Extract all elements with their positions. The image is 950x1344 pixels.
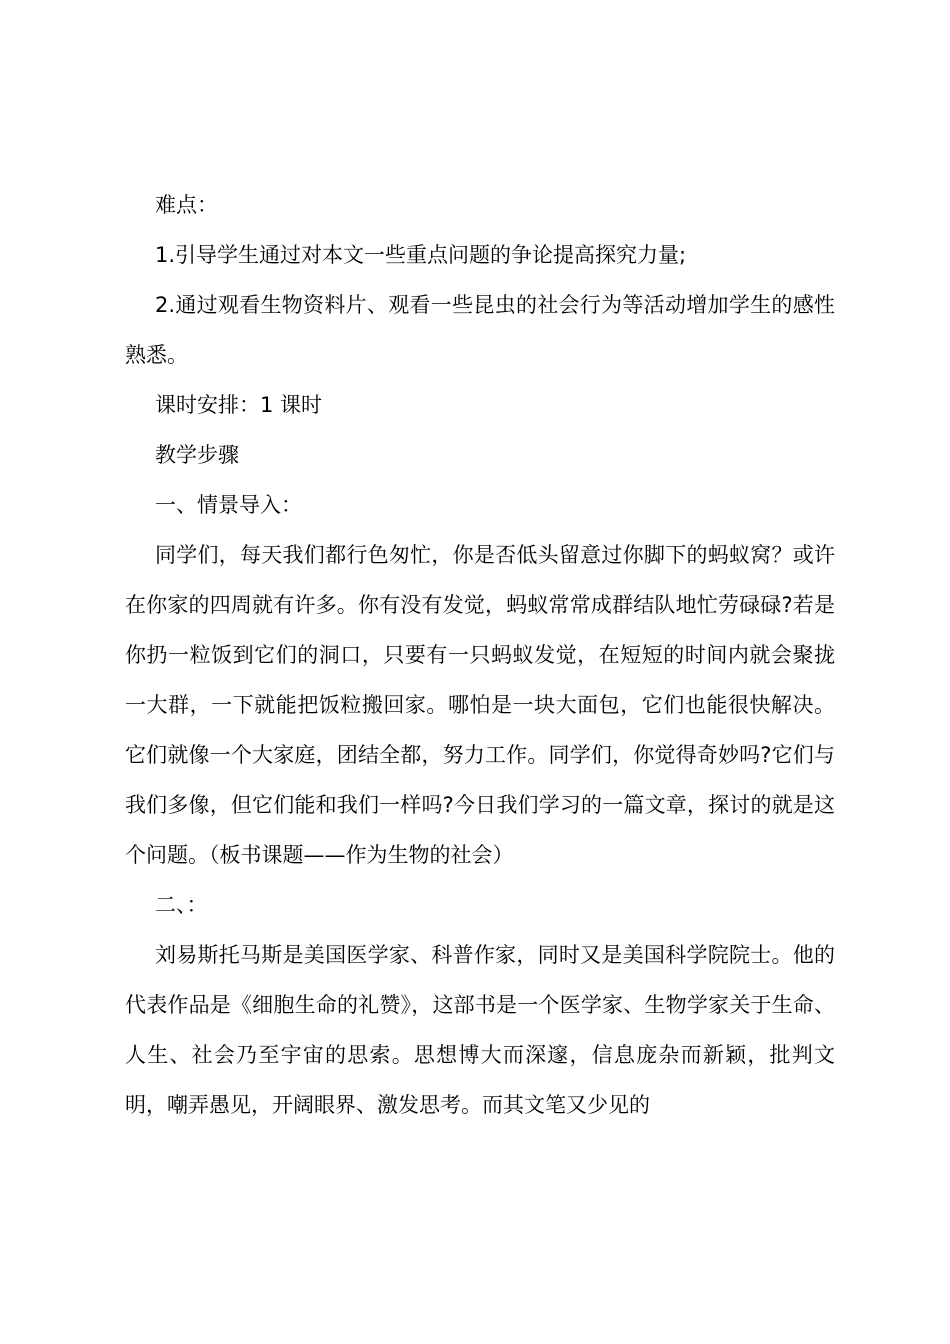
lesson-schedule: 课时安排：1 课时 <box>155 393 323 417</box>
heading-scene-intro: 一、情景导入： <box>155 493 302 517</box>
heading-section-two: 二、： <box>155 893 208 917</box>
document-body <box>125 180 835 1130</box>
difficulty-item-2: 2.通过观看生物资料片、观看一些昆虫的社会行为等活动增加学生的感性熟悉。 <box>125 293 835 367</box>
heading-difficulty: 难点： <box>155 193 218 217</box>
heading-teaching-steps: 教学步骤 <box>155 443 239 467</box>
intro-paragraph: 同学们，每天我们都行色匆忙，你是否低头留意过你脚下的蚂蚁窝？或许在你家的四周就有许多。你有没有发觉，蚂蚁常常成群结队地忙劳碌碌?若是你扔一粒饭到它们的洞口，只要有一只蚂蚁发觉，在短短的时间内就会聚拢一大群，一下就能把饭粒搬回家。哪怕是一块大面包，它们也能很快解决。它们就像一个大家庭，团结全都，努力工作。同学们，你觉得奇妙吗?它们与我们多像，但它们能和我们一样吗?今日我们学习的一篇文章，探讨的就是这个问题。（板书课题——作为生物的社会） <box>125 543 835 867</box>
author-paragraph: 刘易斯托马斯是美国医学家、科普作家，同时又是美国科学院院士。他的代表作品是《细胞生命的礼赞》，这部书是一个医学家、生物学家关于生命、人生、社会乃至宇宙的思索。思想博大而深邃，信息庞杂而新颖，批判文明，嘲弄愚见，开阔眼界、激发思考。而其文笔又少见的 <box>125 943 835 1117</box>
difficulty-item-1: 1.引导学生通过对本文一些重点问题的争论提高探究力量; <box>155 243 687 267</box>
